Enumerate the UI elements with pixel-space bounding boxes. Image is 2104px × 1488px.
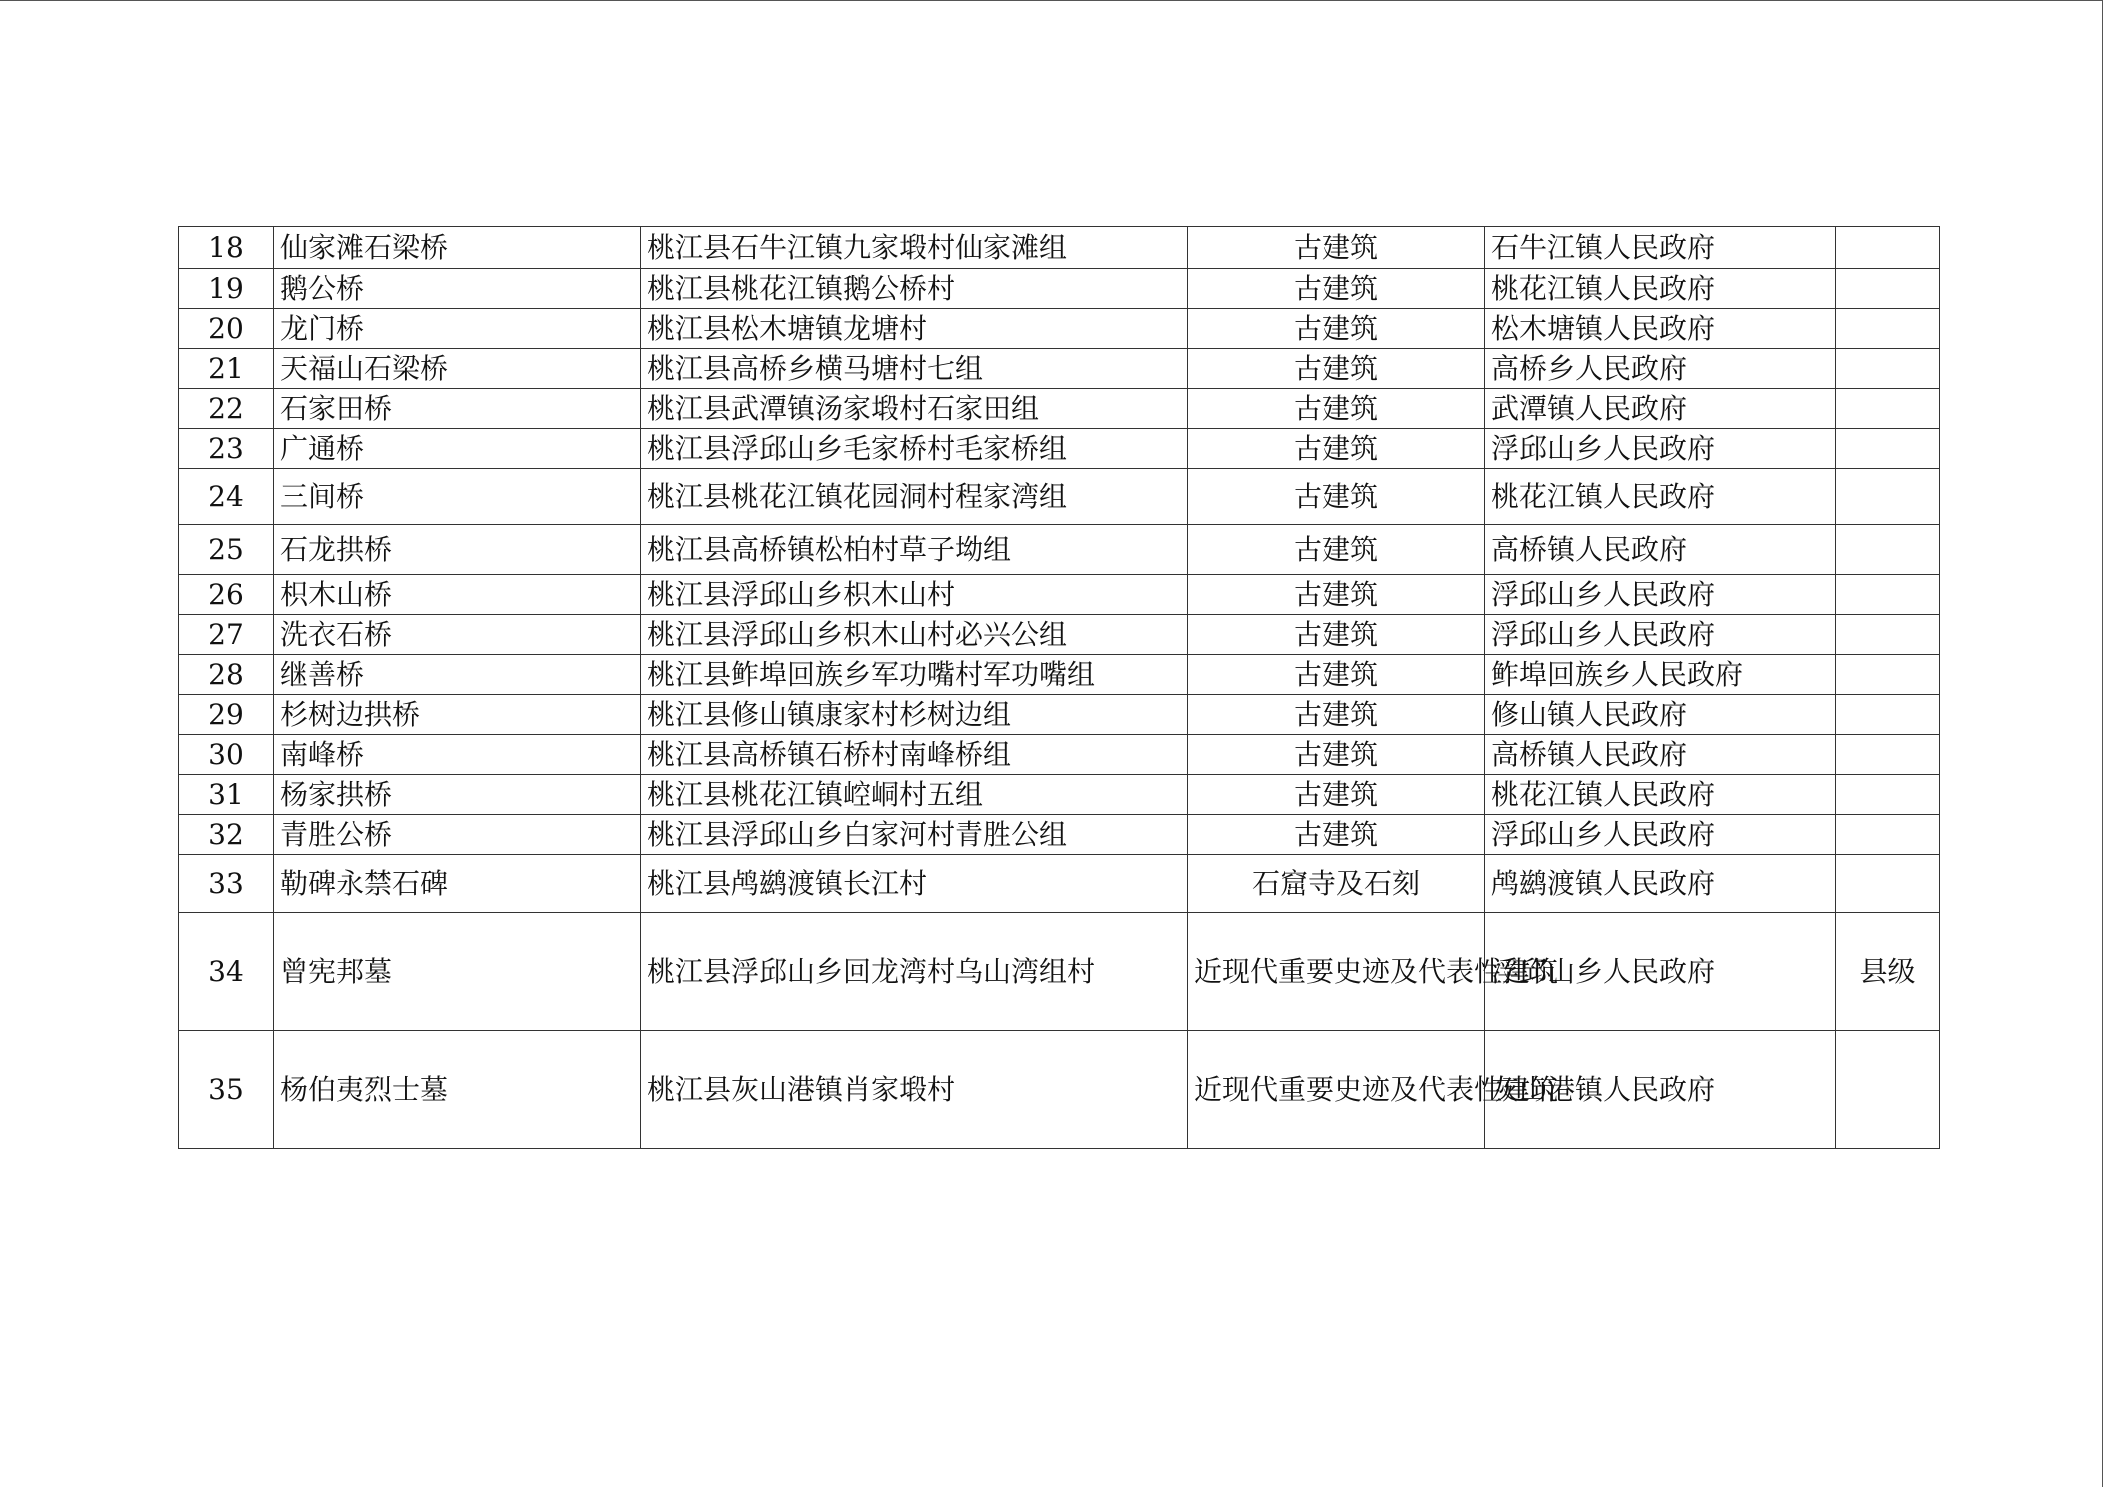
row-number: 27 [179, 615, 274, 655]
site-location: 桃江县浮邱山乡回龙湾村乌山湾组村 [641, 913, 1188, 1031]
site-category: 古建筑 [1188, 269, 1485, 309]
protection-level [1836, 349, 1940, 389]
responsible-unit: 桃花江镇人民政府 [1485, 775, 1836, 815]
table-row [179, 1031, 1940, 1149]
responsible-unit: 浮邱山乡人民政府 [1485, 913, 1836, 1031]
row-number: 19 [179, 269, 274, 309]
row-number: 29 [179, 695, 274, 735]
protection-level [1836, 227, 1940, 269]
site-category: 古建筑 [1188, 815, 1485, 855]
table-row [179, 227, 1940, 269]
row-number: 25 [179, 525, 274, 575]
site-name: 石龙拱桥 [274, 525, 641, 575]
site-location: 桃江县浮邱山乡毛家桥村毛家桥组 [641, 429, 1188, 469]
table-row [179, 575, 1940, 615]
site-location: 桃江县鸬鹚渡镇长江村 [641, 855, 1188, 913]
table-row [179, 815, 1940, 855]
responsible-unit: 修山镇人民政府 [1485, 695, 1836, 735]
protection-level [1836, 389, 1940, 429]
row-number: 21 [179, 349, 274, 389]
site-name: 广通桥 [274, 429, 641, 469]
heritage-table [178, 226, 1940, 1149]
site-location: 桃江县武潭镇汤家塅村石家田组 [641, 389, 1188, 429]
row-number: 18 [179, 227, 274, 269]
row-number: 33 [179, 855, 274, 913]
site-category: 古建筑 [1188, 227, 1485, 269]
table-row [179, 269, 1940, 309]
site-name: 杨家拱桥 [274, 775, 641, 815]
table-row [179, 855, 1940, 913]
responsible-unit: 浮邱山乡人民政府 [1485, 815, 1836, 855]
protection-level [1836, 525, 1940, 575]
site-name: 青胜公桥 [274, 815, 641, 855]
protection-level [1836, 575, 1940, 615]
site-category: 古建筑 [1188, 615, 1485, 655]
table-row [179, 309, 1940, 349]
protection-level [1836, 695, 1940, 735]
site-name: 勒碑永禁石碑 [274, 855, 641, 913]
table-row [179, 469, 1940, 525]
row-number: 22 [179, 389, 274, 429]
site-location: 桃江县浮邱山乡枳木山村 [641, 575, 1188, 615]
responsible-unit: 桃花江镇人民政府 [1485, 269, 1836, 309]
protection-level [1836, 655, 1940, 695]
site-category: 古建筑 [1188, 775, 1485, 815]
table-row [179, 389, 1940, 429]
responsible-unit: 鲊埠回族乡人民政府 [1485, 655, 1836, 695]
site-location: 桃江县浮邱山乡白家河村青胜公组 [641, 815, 1188, 855]
site-name: 继善桥 [274, 655, 641, 695]
row-number: 23 [179, 429, 274, 469]
protection-level [1836, 615, 1940, 655]
table-row [179, 735, 1940, 775]
responsible-unit: 浮邱山乡人民政府 [1485, 575, 1836, 615]
protection-level [1836, 1031, 1940, 1149]
responsible-unit: 松木塘镇人民政府 [1485, 309, 1836, 349]
table-body [179, 227, 1940, 1149]
table-row [179, 349, 1940, 389]
site-location: 桃江县桃花江镇花园洞村程家湾组 [641, 469, 1188, 525]
site-location: 桃江县灰山港镇肖家塅村 [641, 1031, 1188, 1149]
site-category: 古建筑 [1188, 735, 1485, 775]
table-row [179, 615, 1940, 655]
table-row [179, 913, 1940, 1031]
protection-level [1836, 269, 1940, 309]
protection-level [1836, 775, 1940, 815]
site-category: 石窟寺及石刻 [1188, 855, 1485, 913]
site-name: 龙门桥 [274, 309, 641, 349]
row-number: 30 [179, 735, 274, 775]
responsible-unit: 鸬鹚渡镇人民政府 [1485, 855, 1836, 913]
row-number: 34 [179, 913, 274, 1031]
site-location: 桃江县桃花江镇鹅公桥村 [641, 269, 1188, 309]
site-name: 仙家滩石梁桥 [274, 227, 641, 269]
site-category: 古建筑 [1188, 349, 1485, 389]
table-row [179, 775, 1940, 815]
site-name: 三间桥 [274, 469, 641, 525]
protection-level: 县级 [1836, 913, 1940, 1031]
row-number: 24 [179, 469, 274, 525]
row-number: 32 [179, 815, 274, 855]
site-location: 桃江县松木塘镇龙塘村 [641, 309, 1188, 349]
site-location: 桃江县鲊埠回族乡军功嘴村军功嘴组 [641, 655, 1188, 695]
site-location: 桃江县修山镇康家村杉树边组 [641, 695, 1188, 735]
site-name: 洗衣石桥 [274, 615, 641, 655]
site-location: 桃江县石牛江镇九家塅村仙家滩组 [641, 227, 1188, 269]
row-number: 26 [179, 575, 274, 615]
site-location: 桃江县浮邱山乡枳木山村必兴公组 [641, 615, 1188, 655]
site-name: 枳木山桥 [274, 575, 641, 615]
protection-level [1836, 429, 1940, 469]
responsible-unit: 灰山港镇人民政府 [1485, 1031, 1836, 1149]
responsible-unit: 高桥镇人民政府 [1485, 525, 1836, 575]
responsible-unit: 桃花江镇人民政府 [1485, 469, 1836, 525]
protection-level [1836, 735, 1940, 775]
site-name: 曾宪邦墓 [274, 913, 641, 1031]
site-category: 古建筑 [1188, 695, 1485, 735]
row-number: 31 [179, 775, 274, 815]
protection-level [1836, 309, 1940, 349]
responsible-unit: 石牛江镇人民政府 [1485, 227, 1836, 269]
protection-level [1836, 855, 1940, 913]
site-name: 杨伯夷烈士墓 [274, 1031, 641, 1149]
table-row [179, 655, 1940, 695]
row-number: 28 [179, 655, 274, 695]
table-row [179, 695, 1940, 735]
site-location: 桃江县高桥乡横马塘村七组 [641, 349, 1188, 389]
site-category: 古建筑 [1188, 575, 1485, 615]
site-category: 古建筑 [1188, 655, 1485, 695]
site-name: 鹅公桥 [274, 269, 641, 309]
table-row [179, 525, 1940, 575]
site-category: 古建筑 [1188, 309, 1485, 349]
site-name: 杉树边拱桥 [274, 695, 641, 735]
site-category: 古建筑 [1188, 389, 1485, 429]
responsible-unit: 高桥镇人民政府 [1485, 735, 1836, 775]
row-number: 35 [179, 1031, 274, 1149]
site-location: 桃江县高桥镇石桥村南峰桥组 [641, 735, 1188, 775]
responsible-unit: 浮邱山乡人民政府 [1485, 429, 1836, 469]
site-name: 石家田桥 [274, 389, 641, 429]
site-name: 南峰桥 [274, 735, 641, 775]
responsible-unit: 浮邱山乡人民政府 [1485, 615, 1836, 655]
site-category: 古建筑 [1188, 429, 1485, 469]
protection-level [1836, 815, 1940, 855]
responsible-unit: 武潭镇人民政府 [1485, 389, 1836, 429]
site-name: 天福山石梁桥 [274, 349, 641, 389]
site-location: 桃江县高桥镇松柏村草子坳组 [641, 525, 1188, 575]
table-row [179, 429, 1940, 469]
site-category: 近现代重要史迹及代表性建筑 [1188, 913, 1485, 1031]
responsible-unit: 高桥乡人民政府 [1485, 349, 1836, 389]
site-category: 近现代重要史迹及代表性建筑 [1188, 1031, 1485, 1149]
site-category: 古建筑 [1188, 469, 1485, 525]
protection-level [1836, 469, 1940, 525]
row-number: 20 [179, 309, 274, 349]
site-location: 桃江县桃花江镇崆峒村五组 [641, 775, 1188, 815]
site-category: 古建筑 [1188, 525, 1485, 575]
